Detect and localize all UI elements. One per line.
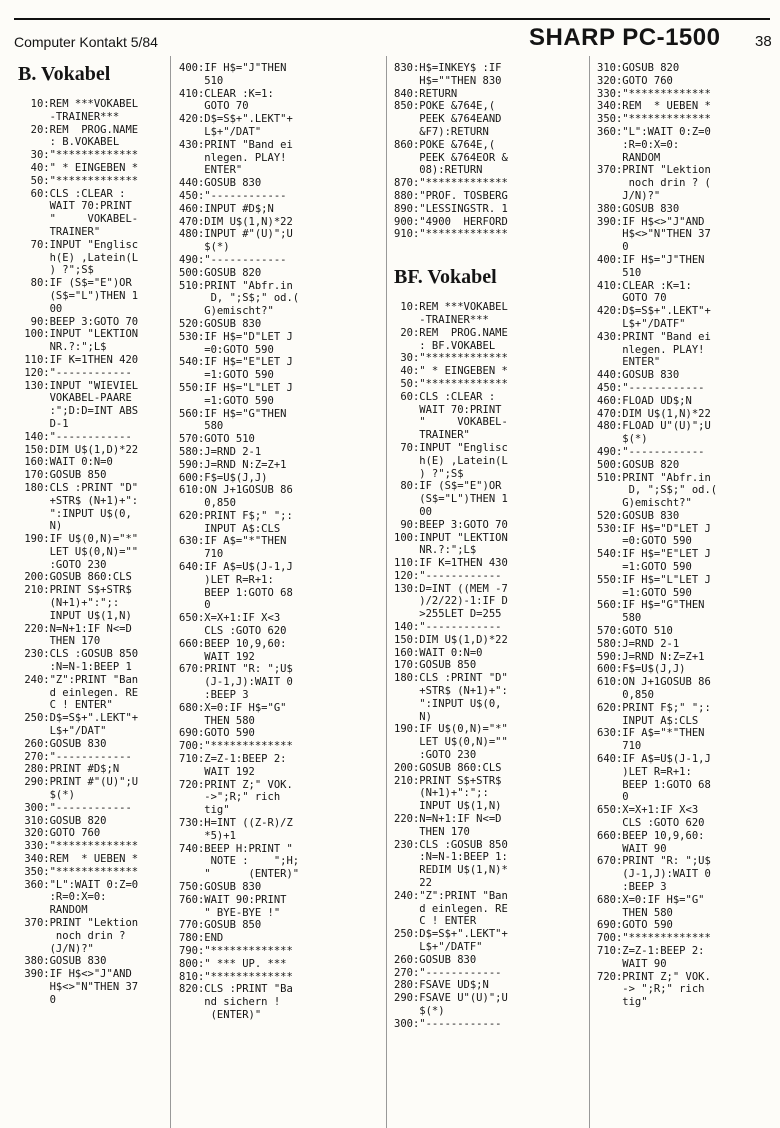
magazine-issue: Computer Kontakt 5/84	[14, 34, 158, 50]
column-divider	[589, 56, 590, 1128]
section-title-bf-vokabel: BF. Vokabel	[394, 266, 497, 289]
column-4	[597, 62, 775, 1009]
code-listing-b-vokabel-part2: 400:IF H$="J"THEN 510 410:CLEAR :K=1: GOTO 70 420:D$=S$+".LEKT"+ L$+"/DAT" 430:PRINT "Band ei nlegen. PLAY! ENTER" 440:GOSUB 830 450:"------------ 460:INPUT #D$;N 470:DIM U$(1,N)*22 480:INPUT #"(U)";U $(*) 490:"------------ 500:GOSUB 820 510:PRINT "Abfr.in D, ";S$;" od.( G)emischt?" 520:GOSUB 830 530:IF H$="D"LET J =0:GOTO 590 540:IF H$="E"LET J =1:GOTO 590 550:IF H$="L"LET J =1:GOTO 590 560:IF H$="G"THEN 580 570:GOTO 510 580:J=RND 2-1 590:J=RND N:Z=Z+1 600:F$=U$(J,J) 610:ON J+1GOSUB 86 0,850 620:PRINT F$;" ";: INPUT A$:CLS 630:IF A$="*"THEN 710 640:IF A$=U$(J-1,J )LET R=R+1: BEEP 1:GOTO 68 0 650:X=X+1:IF X<3 CLS :GOTO 620 660:BEEP 10,9,60: WAIT 192 670:PRINT "R: ";U$ (J-1,J):WAIT 0 :BEEP 3 680:X=0:IF H$="G" THEN 580 690:GOTO 590 700:"************* 710:Z=Z-1:BEEP 2: WAIT 192 720:PRINT Z;" VOK. ->";R;" rich tig" 730:H=INT ((Z-R)/Z *5)+1 740:BEEP H:PRINT " NOTE : ";H; " (ENTER)" 750:GOSUB 830 760:WAIT 90:PRINT " BYE-BYE !" 770:GOSUB 850 780:END 790:"************* 800:" *** UP. *** 810:"************* 820:CLS :PRINT "Ba nd sichern ! (ENTER)"	[179, 62, 300, 1021]
column-divider	[386, 56, 387, 1128]
code-listing-b-vokabel-part1: 10:REM ***VOKABEL -TRAINER*** 20:REM PROG.NAME : B.VOKABEL 30:"************* 40:" * EINGEBEN * 50:"************* 60:CLS :CLEAR : WAIT 70:PRINT " VOKABEL- TRAINER" 70:INPUT "Englisc h(E) ,Latein(L ) ?";S$ 80:IF (S$="E")OR (S$="L")THEN 1 00 90:BEEP 3:GOTO 70 100:INPUT "LEKTION NR.?:";L$ 110:IF K=1THEN 420 120:"------------ 130:INPUT "WIEVIEL VOKABEL-PAARE :";D:D=INT ABS D-1 140:"------------ 150:DIM U$(1,D)*22 160:WAIT 0:N=0 170:GOSUB 850 180:CLS :PRINT "D" +STR$ (N+1)+": ":INPUT U$(0, N) 190:IF U$(0,N)="*" LET U$(0,N)="" :GOTO 230 200:GOSUB 860:CLS 210:PRINT S$+STR$ (N+1)+":";: INPUT U$(1,N) 220:N=N+1:IF N<=D THEN 170 230:CLS :GOSUB 850 :N=N-1:BEEP 1 240:"Z":PRINT "Ban d einlegen. RE C ! ENTER" 250:D$=S$+".LEKT"+ L$+"/DAT" 260:GOSUB 830 270:"------------ 280:PRINT #D$;N 290:PRINT #"(U)";U $(*) 300:"------------ 310:GOSUB 820 320:GOTO 760 330:"************* 340:REM * UEBEN * 350:"************* 360:"L":WAIT 0:Z=0 :R=0:X=0: RANDOM 370:PRINT "Lektion noch drin ? (J/N)?" 380:GOSUB 830 390:IF H$<>"J"AND H$<>"N"THEN 37 0	[24, 98, 139, 1006]
column-2	[179, 62, 379, 1022]
code-listing-b-vokabel-part3: 830:H$=INKEY$ :IF H$=""THEN 830 840:RETURN 850:POKE &764E,( PEEK &764EAND &F7):RETURN 860:POKE &764E,( PEEK &764EOR & 08):RETURN 870:"************* 880:"PROF. TOSBERG 890:"LESSINGSTR. 1 900:"4900 HERFORD 910:"*************	[394, 62, 508, 241]
code-listing-bf-vokabel-part1: 10:REM ***VOKABEL -TRAINER*** 20:REM PROG.NAME : BF.VOKABEL 30:"************* 40:" * EINGEBEN * 50:"************* 60:CLS :CLEAR : WAIT 70:PRINT " VOKABEL- TRAINER" 70:INPUT "Englisc h(E) ,Latein(L ) ?";S$ 80:IF (S$="E")OR (S$="L")THEN 1 00 90:BEEP 3:GOTO 70 100:INPUT "LEKTION NR.?:";L$ 110:IF K=1THEN 430 120:"------------ 130:D=INT ((MEM -7 )/2/22)-1:IF D >255LET D=255 140:"------------ 150:DIM U$(1,D)*22 160:WAIT 0:N=0 170:GOSUB 850 180:CLS :PRINT "D" +STR$ (N+1)+": ":INPUT U$(0, N) 190:IF U$(0,N)="*" LET U$(0,N)="" :GOTO 230 200:GOSUB 860:CLS 210:PRINT S$+STR$ (N+1)+":";: INPUT U$(1,N) 220:N=N+1:IF N<=D THEN 170 230:CLS :GOSUB 850 :N=N-1:BEEP 1: REDIM U$(1,N)* 22 240:"Z":PRINT "Ban d einlegen. RE C ! ENTER 250:D$=S$+".LEKT"+ L$+"/DATF" 260:GOSUB 830 270:"------------ 280:FSAVE UD$;N 290:FSAVE U"(U)";U $(*) 300:"------------	[394, 301, 508, 1030]
page-number: 38	[755, 33, 772, 50]
column-3	[394, 62, 584, 1031]
code-listing-bf-vokabel-part2: 310:GOSUB 820 320:GOTO 760 330:"************* 340:REM * UEBEN * 350:"************* 360:"L":WAIT 0:Z=0 :R=0:X=0: RANDOM 370:PRINT "Lektion noch drin ? ( J/N)?" 380:GOSUB 830 390:IF H$<>"J"AND H$<>"N"THEN 37 0 400:IF H$="J"THEN 510 410:CLEAR :K=1: GOTO 70 420:D$=S$+".LEKT"+ L$+"/DATF" 430:PRINT "Band ei nlegen. PLAY! ENTER" 440:GOSUB 830 450:"------------ 460:FLOAD UD$;N 470:DIM U$(1,N)*22 480:FLOAD U"(U)";U $(*) 490:"------------ 500:GOSUB 820 510:PRINT "Abfr.in D, ";S$;" od.( G)emischt?" 520:GOSUB 830 530:IF H$="D"LET J =0:GOTO 590 540:IF H$="E"LET J =1:GOTO 590 550:IF H$="L"LET J =1:GOTO 590 560:IF H$="G"THEN 580 570:GOTO 510 580:J=RND 2-1 590:J=RND N:Z=Z+1 600:F$=U$(J,J) 610:ON J+1GOSUB 86 0,850 620:PRINT F$;" ";: INPUT A$:CLS 630:IF A$="*"THEN 710 640:IF A$=U$(J-1,J )LET R=R+1: BEEP 1:GOTO 68 0 650:X=X+1:IF X<3 CLS :GOTO 620 660:BEEP 10,9,60: WAIT 90 670:PRINT "R: ";U$ (J-1,J):WAIT 0 :BEEP 3 680:X=0:IF H$="G" THEN 580 690:GOTO 590 700:"************* 710:Z=Z-1:BEEP 2: WAIT 90 720:PRINT Z;" VOK. -> ";R;" rich tig"	[597, 62, 718, 1009]
column-divider	[170, 56, 171, 1128]
column-1	[18, 62, 168, 1007]
computer-brand-title: SHARP PC-1500	[529, 24, 721, 51]
section-title-b-vokabel: B. Vokabel	[18, 63, 111, 85]
header-rule	[14, 18, 770, 20]
